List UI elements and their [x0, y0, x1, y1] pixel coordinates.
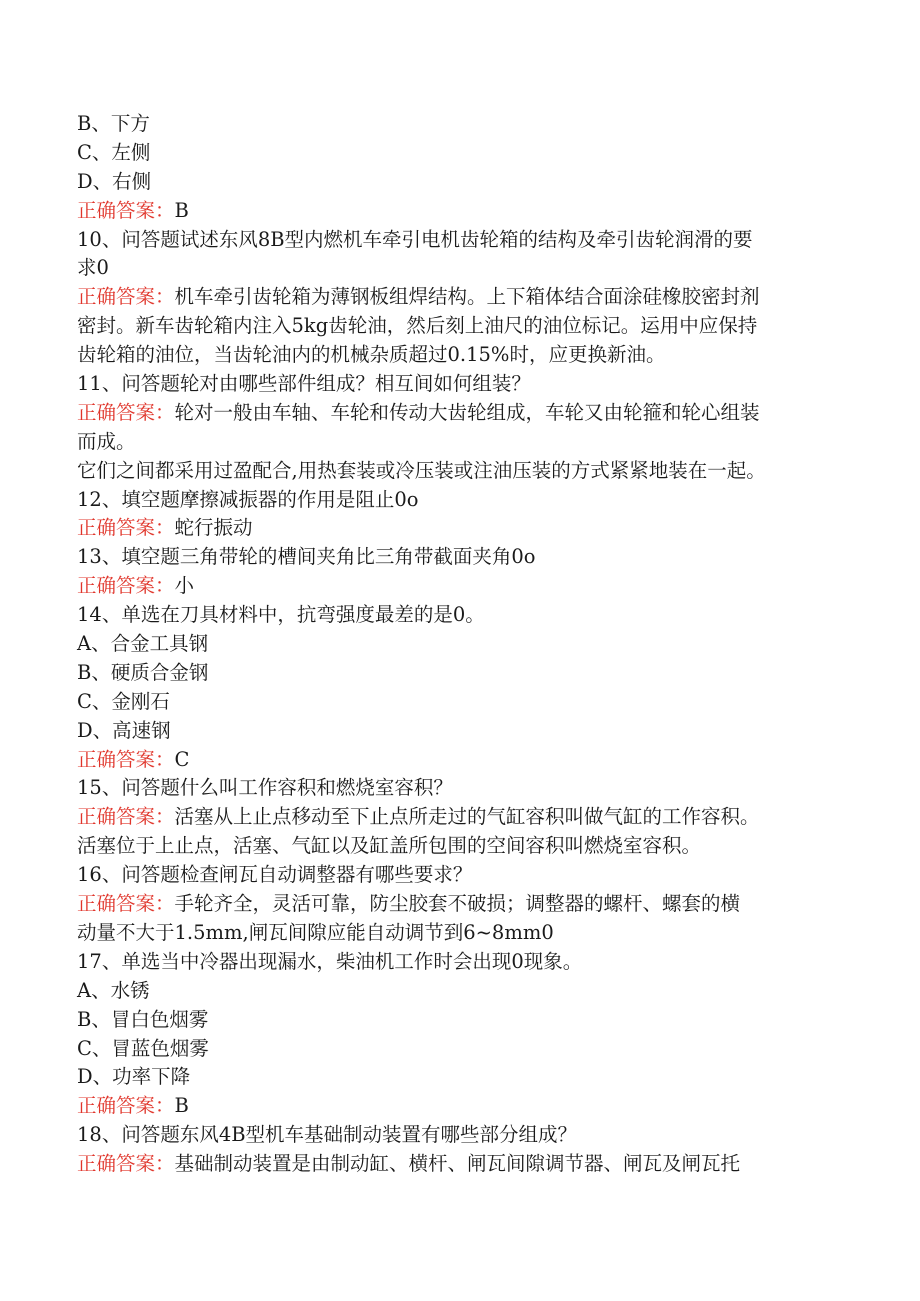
text-line: 13、填空题三角带轮的槽间夹角比三角带截面夹角0o — [77, 545, 536, 569]
answer-line — [77, 283, 867, 312]
text-line: 14、单选在刀具材料中，抗弯强度最差的是0。 — [77, 603, 485, 627]
text-line: 16、问答题检查闸瓦自动调整器有哪些要求？ — [77, 863, 473, 887]
text-line: C、冒蓝色烟雾 — [77, 1036, 209, 1060]
answer-text: 手轮齐全，灵活可靠，防尘胶套不破损；调整器的螺杆、螺套的横 — [174, 892, 741, 916]
answer-line — [77, 803, 867, 832]
text-line: D、高速钢 — [77, 718, 171, 742]
text-line: 11、问答题轮对由哪些部件组成？相互间如何组装？ — [77, 372, 531, 396]
text-line: B、硬质合金钢 — [77, 660, 209, 684]
answer-label: 正确答案： — [77, 747, 175, 771]
answer-line — [77, 572, 867, 601]
answer-label: 正确答案： — [77, 805, 175, 829]
text-line: 活塞位于上止点，活塞、气缸以及缸盖所包围的空间容积叫燃烧室容积。 — [77, 834, 702, 858]
text-line: A、合金工具钢 — [77, 632, 209, 656]
answer-label: 正确答案： — [77, 400, 175, 424]
answer-text: 蛇行振动 — [174, 516, 253, 540]
text-line: D、右侧 — [77, 169, 152, 193]
answer-label: 正确答案： — [77, 892, 175, 916]
answer-line — [77, 197, 867, 226]
text-line: 求0 — [77, 256, 109, 280]
answer-line — [77, 399, 867, 428]
text-line: B、冒白色烟雾 — [77, 1007, 209, 1031]
answer-text: 基础制动装置是由制动缸、横杆、闸瓦间隙调节器、闸瓦及闸瓦托 — [174, 1152, 741, 1176]
answer-text: 小 — [174, 574, 195, 598]
text-line: 而成。 — [77, 429, 136, 453]
answer-label: 正确答案： — [77, 1094, 175, 1118]
answer-label: 正确答案： — [77, 516, 175, 540]
text-line: D、功率下降 — [77, 1065, 191, 1089]
answer-text: B — [174, 1094, 189, 1118]
answer-text: C — [174, 747, 190, 771]
text-line: B、下方 — [77, 112, 150, 135]
text-line: 齿轮箱的油位，当齿轮油内的机械杂质超过0.15%时，应更换新油。 — [77, 343, 666, 367]
answer-label: 正确答案： — [77, 574, 175, 598]
answer-text: 机车牵引齿轮箱为薄钢板组焊结构。上下箱体结合面涂硅橡胶密封剂 — [174, 285, 760, 309]
text-line: 密封。新车齿轮箱内注入5kg齿轮油，然后刻上油尺的油位标记。运用中应保持 — [77, 314, 758, 338]
text-line: 17、单选当中冷器出现漏水，柴油机工作时会出现0现象。 — [77, 949, 583, 973]
answer-label: 正确答案： — [77, 198, 175, 222]
answer-text: B — [174, 198, 189, 222]
text-line: 12、填空题摩擦减振器的作用是阻止0o — [77, 487, 419, 511]
text-line: 15、问答题什么叫工作容积和燃烧室容积？ — [77, 776, 453, 800]
answer-label: 正确答案： — [77, 1152, 175, 1176]
document-body — [77, 110, 867, 1179]
answer-line — [77, 514, 867, 543]
text-line: A、水锈 — [77, 978, 150, 1002]
answer-text: 活塞从上止点移动至下止点所走过的气缸容积叫做气缸的工作容积。 — [174, 805, 760, 829]
text-line: C、左侧 — [77, 140, 151, 164]
text-line: 10、问答题试述东风8B型内燃机车牵引电机齿轮箱的结构及牵引齿轮润滑的要 — [77, 227, 753, 251]
answer-label: 正确答案： — [77, 285, 175, 309]
answer-line — [77, 1092, 867, 1121]
text-line: 动量不大于1.5mm,闸瓦间隙应能自动调节到6~8mm0 — [77, 920, 554, 944]
text-line: 它们之间都采用过盈配合,用热套装或冷压装或注油压装的方式紧紧地装在一起。 — [77, 458, 766, 482]
answer-line — [77, 890, 867, 919]
answer-text: 轮对一般由车轴、车轮和传动大齿轮组成，车轮又由轮箍和轮心组装 — [174, 400, 760, 424]
answer-line — [77, 1150, 867, 1179]
text-line: C、金刚石 — [77, 689, 170, 713]
text-line: 18、问答题东风4B型机车基础制动装置有哪些部分组成？ — [77, 1123, 578, 1147]
answer-line — [77, 746, 867, 775]
